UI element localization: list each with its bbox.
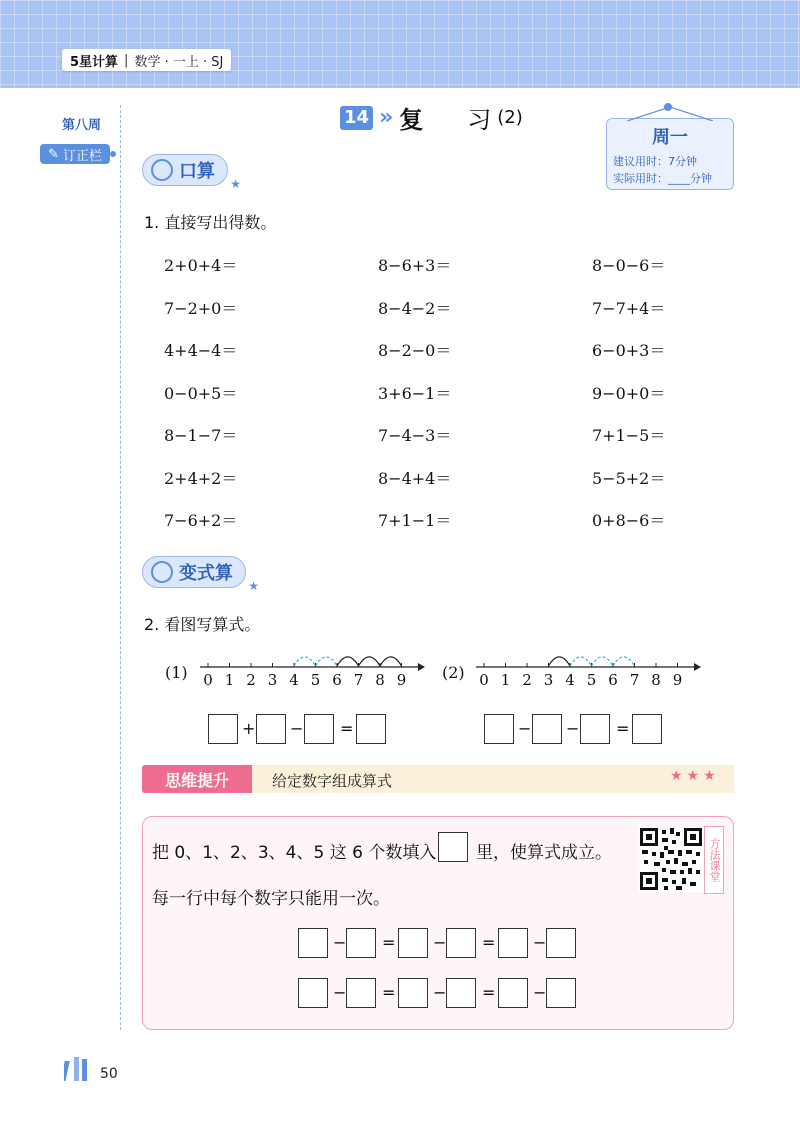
lesson-number: 14 [340,106,373,130]
tick-label: 3 [267,671,278,689]
calc-expression: 2+0+4＝ [164,256,238,275]
answer-box[interactable] [208,714,238,744]
jump-arc [359,657,381,666]
calc-expression: 0+8−6＝ [592,511,666,530]
digit-box[interactable] [398,978,428,1008]
day-label: 周一 [652,127,688,148]
digit-box[interactable] [298,928,328,958]
tick-label: 5 [586,671,597,689]
digit-box[interactable] [446,978,476,1008]
tick-label: 0 [479,671,489,689]
stopwatch-icon [151,159,173,181]
tick-label: 9 [672,671,683,689]
book-name: 5星计算 [70,54,119,70]
think-line-1b: 里，使算式成立。 [476,843,612,863]
page-number: 50 [100,1066,118,1082]
jump-arc-dashed [316,657,338,666]
axis-arrow [694,663,701,671]
operator: − [290,719,304,738]
calc-expression: 8−0−6＝ [592,256,666,275]
calc-expression: 9−0+0＝ [592,383,666,403]
jump-arc-dashed [592,657,614,666]
tick-label: 8 [375,671,385,689]
calc-expression: 6−0+3＝ [592,341,666,360]
operator: − [518,719,532,738]
tick-label: 0 [203,671,213,689]
answer-box[interactable] [580,714,610,744]
tick-label: 1 [500,671,511,689]
subquestion-label-2: (2) [442,663,465,682]
section-pill-label: 口算 [179,161,215,182]
suggested-time: 建议用时：7分钟 [613,155,697,168]
think-line-2: 每一行中每个数字只能用一次。 [152,889,390,909]
method-class-label: 方法课堂 [704,826,724,894]
tick-label: 7 [629,671,640,689]
answer-box[interactable] [532,714,562,744]
operator: = [482,933,496,952]
title-part: (2) [497,107,523,128]
think-tag: 思维提升 [142,765,252,793]
header-separator: | [124,52,129,68]
chevron-right-icon: » [379,105,394,130]
title-main-2: 习 [467,106,492,134]
think-prompt: 给定数字组成算式 [272,772,393,790]
calc-expression: 7+1−5＝ [592,426,666,445]
jump-arc [337,657,359,666]
operator: = [340,719,354,738]
calc-expression: 8−4+4＝ [378,468,452,488]
operator: = [382,983,396,1002]
answer-box[interactable] [256,714,286,744]
digit-box[interactable] [498,928,528,958]
jump-arc [549,657,571,666]
digit-box[interactable] [346,978,376,1008]
subquestion-label-1: (1) [165,663,188,682]
answer-box[interactable] [304,714,334,744]
qr-code-icon[interactable] [638,826,704,892]
calc-expression: 7−2+0＝ [164,298,238,318]
lesson-title [340,100,523,135]
calc-expression: 5−5+2＝ [592,468,666,488]
question-2: 2. 看图写算式。 [144,615,261,634]
think-stars: ★★★ [670,768,720,784]
operator: = [616,719,630,738]
target-icon [151,561,173,583]
operator: = [382,933,396,952]
operator: − [333,983,347,1002]
tick-label: 9 [396,671,407,689]
book-subject: 数学 · 一上 · SJ [134,54,224,70]
digit-box[interactable] [298,978,328,1008]
operator: − [333,933,347,952]
operator: − [433,983,447,1002]
digit-box[interactable] [398,928,428,958]
operator: − [533,933,547,952]
actual-time: 实际用时：____分钟 [613,172,712,185]
tick-label: 6 [608,671,618,689]
tick-label: 7 [353,671,364,689]
header-band [0,0,800,88]
star-icon: ★ [230,177,241,191]
operator: − [566,719,580,738]
digit-box[interactable] [346,928,376,958]
tick-label: 6 [332,671,342,689]
calc-expression: 4+4−4＝ [164,341,238,360]
jump-arc-dashed [570,657,592,666]
day-card [606,118,734,190]
question-1: 1. 直接写出得数。 [144,213,277,232]
calc-expression: 8−6+3＝ [378,256,452,275]
operator: = [482,983,496,1002]
week-label: 第八周 [62,118,102,133]
calc-expression: 8−1−7＝ [164,426,238,445]
margin-divider [120,105,121,1030]
tick-label: 2 [246,671,256,689]
jump-arc-dashed [613,657,635,666]
calc-expression: 8−2−0＝ [378,341,452,360]
section-pill-variant [142,556,259,593]
example-box [438,832,468,862]
correction-label: 订正栏 [62,148,102,164]
answer-box[interactable] [484,714,514,744]
tick-label: 3 [543,671,554,689]
calc-expression: 8−4−2＝ [378,298,452,318]
operator: − [533,983,547,1002]
calc-expression: 7−7+4＝ [592,298,666,318]
tick-label: 1 [224,671,235,689]
jump-arc [380,657,402,666]
correction-tab [40,144,110,164]
tick-label: 4 [565,671,575,689]
operator: + [242,719,256,738]
tick-label: 5 [310,671,321,689]
star-icon: ★ [248,579,259,593]
answer-box[interactable] [632,714,662,744]
jump-arc-dashed [294,657,316,666]
digit-box[interactable] [498,978,528,1008]
tick-label: 2 [522,671,532,689]
tick-label: 4 [289,671,299,689]
calc-expression: 2+4+2＝ [164,468,238,488]
book-tab [62,49,231,71]
calc-expression: 7+1−1＝ [378,511,452,530]
answer-box[interactable] [356,714,386,744]
pin-icon [664,103,672,111]
calc-expression: 3+6−1＝ [378,383,452,403]
books-icon [64,1055,94,1081]
number-line-2 [472,645,702,695]
calc-expression: 7−6+2＝ [164,511,238,530]
number-line-1 [196,645,426,695]
section-pill-label: 变式算 [179,563,233,584]
calc-expression: 0−0+5＝ [164,383,238,403]
axis-arrow [418,663,425,671]
operator: − [433,933,447,952]
tab-dot [110,151,116,157]
title-main: 复 [399,106,426,134]
section-pill-mental [142,154,241,191]
think-line-1a: 把 0、1、2、3、4、5 这 6 个数填入 [152,843,437,863]
calc-expression: 7−4−3＝ [378,426,452,445]
digit-box[interactable] [546,928,576,958]
digit-box[interactable] [546,978,576,1008]
digit-box[interactable] [446,928,476,958]
tick-label: 8 [651,671,661,689]
pencil-icon: ✎ [48,146,59,162]
